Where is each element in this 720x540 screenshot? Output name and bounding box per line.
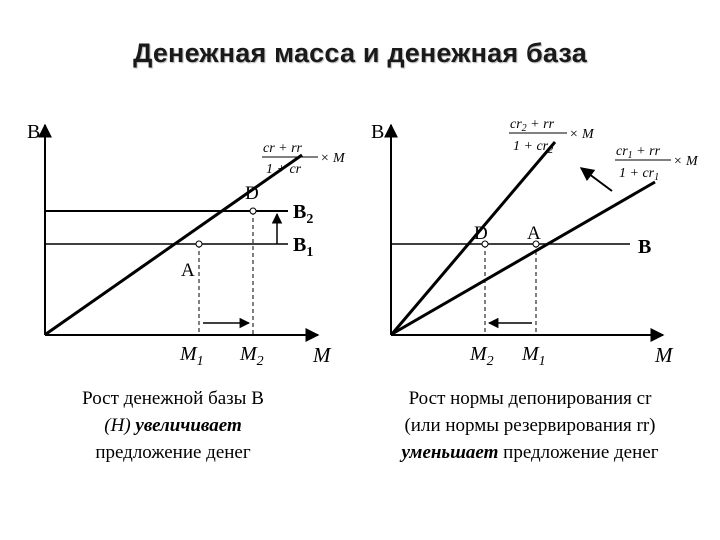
left-point-d-label: D: [245, 183, 259, 204]
left-formula: [262, 141, 346, 177]
right-tick-m2: $M_2$: [470, 343, 494, 369]
left-point-a: [196, 241, 202, 247]
left-caption: [28, 385, 318, 466]
left-level-b1-label: $B_1$: [293, 234, 314, 260]
svg-text:× M: × M: [673, 154, 698, 169]
right-formula-cr1: [615, 144, 699, 183]
right-caption-line2: (или нормы резервирования rr): [404, 415, 656, 436]
page-title: Денежная масса и денежная база: [133, 38, 587, 68]
svg-text:× M: × M: [320, 151, 345, 166]
svg-text:1 + cr2: $1 + cr_2$: [513, 139, 554, 156]
left-tick-m2: $M_2$: [240, 343, 264, 369]
right-level-b-label: B: [638, 236, 652, 258]
right-y-axis-label: B: [371, 121, 385, 143]
left-caption-line2: (Н) увеличивает: [104, 415, 242, 436]
right-diagram: [371, 117, 699, 369]
right-point-d-label: D: [474, 223, 488, 244]
svg-text:cr1 + rr: $cr_1$ + rr: [616, 144, 661, 161]
right-caption-line3: уменьшает предложение денег: [401, 442, 659, 463]
left-point-d: [250, 208, 256, 214]
right-caption-line1: Рост нормы депонирования cr: [408, 388, 652, 409]
left-diagram: [27, 121, 346, 369]
left-caption-line3: предложение денег: [95, 442, 251, 463]
right-caption: [350, 385, 710, 466]
right-rotation-arrow: [581, 168, 612, 191]
right-point-a-label: A: [527, 223, 541, 244]
right-formula-cr2: [509, 117, 595, 156]
left-level-b2-label: $B_2$: [293, 201, 314, 227]
svg-text:cr + rr: cr + rr: [263, 141, 303, 156]
svg-text:× M: × M: [569, 127, 594, 142]
left-tick-m1: $M_1$: [180, 343, 204, 369]
left-y-axis-label: B: [27, 121, 41, 143]
svg-text:1 + cr: 1 + cr: [266, 162, 302, 177]
left-x-axis-label: M: [313, 343, 331, 367]
right-flat-line: [392, 182, 655, 334]
left-point-a-label: A: [181, 260, 195, 281]
svg-text:cr2 + rr: $cr_2$ + rr: [510, 117, 555, 134]
svg-text:1 + cr1: $1 + cr_1$: [619, 166, 660, 183]
left-caption-line1: Рост денежной базы В: [82, 388, 264, 409]
right-tick-m1: $M_1$: [522, 343, 546, 369]
right-x-axis-label: M: [655, 343, 673, 367]
